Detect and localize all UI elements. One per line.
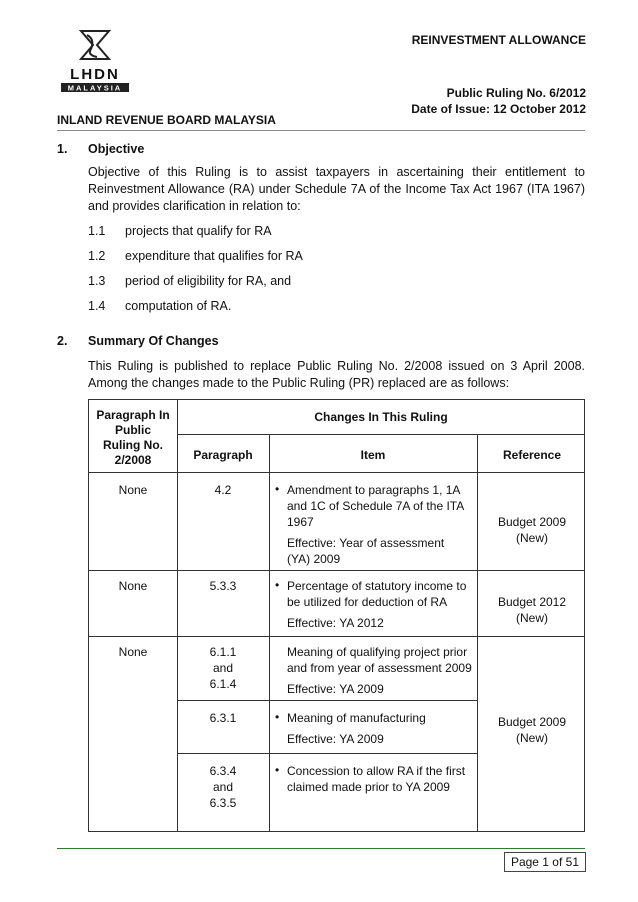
table-header-col0: Paragraph In Public Ruling No. 2/2008 bbox=[96, 408, 170, 467]
table-cell: None bbox=[118, 579, 148, 593]
table-cell: None bbox=[118, 645, 148, 659]
header-divider bbox=[57, 130, 585, 131]
table-cell: 6.3.1 bbox=[209, 711, 237, 725]
section-1-title: Objective bbox=[88, 142, 145, 156]
logo-text: LHDN bbox=[70, 66, 120, 83]
table-header-reference: Reference bbox=[502, 448, 562, 462]
table-cell: 4.2 bbox=[214, 483, 232, 497]
table-row-reference: Budget 2012 (New) bbox=[497, 595, 567, 625]
table-row-paragraph: 6.1.1 and 6.1.4 bbox=[209, 645, 237, 691]
table-row-item: Meaning of qualifying project prior and from year of assessment 2009 Effective: YA 2009 bbox=[287, 645, 472, 696]
doc-title: REINVESTMENT ALLOWANCE bbox=[411, 33, 586, 47]
section-2-title: Summary Of Changes bbox=[88, 334, 219, 348]
item-text: computation of RA. bbox=[125, 299, 232, 313]
table-header-paragraph: Paragraph bbox=[193, 448, 253, 462]
item-number: 1.4 bbox=[88, 299, 106, 313]
changes-table bbox=[88, 399, 585, 832]
logo-subtext: MALAYSIA bbox=[67, 83, 123, 93]
issue-date: Date of Issue: 12 October 2012 bbox=[411, 102, 586, 116]
table-row-item: Meaning of manufacturing Effective: YA 2009 bbox=[287, 711, 426, 746]
table-merged-reference: Budget 2009 (New) bbox=[497, 715, 567, 745]
bullet-icon: • bbox=[275, 578, 280, 592]
item-text: expenditure that qualifies for RA bbox=[125, 249, 303, 263]
table-row-reference: Budget 2009 (New) bbox=[497, 515, 567, 545]
section-1-number: 1. bbox=[57, 142, 68, 156]
item-number: 1.2 bbox=[88, 249, 106, 263]
section-1-body: Objective of this Ruling is to assist taxpayers in ascertaining their entitlement to Reinvestment Allowance (RA) under Schedule 7A of the Income Tax Act 1967 (ITA 1967) and provides clarification in relation to: bbox=[88, 165, 585, 213]
table-cell: 5.3.3 bbox=[209, 579, 237, 593]
table-row-item: Percentage of statutory income to be utilized for deduction of RA Effective: YA 2012 bbox=[287, 579, 467, 630]
ruling-number: Public Ruling No. 6/2012 bbox=[446, 86, 586, 100]
org-name: INLAND REVENUE BOARD MALAYSIA bbox=[57, 113, 276, 127]
bullet-icon: • bbox=[275, 763, 280, 777]
section-2-body: This Ruling is published to replace Public Ruling No. 2/2008 issued on 3 April 2008. Among the changes made to the Public Ruling (PR) replaced are as follows: bbox=[88, 359, 585, 390]
table-header-item: Item bbox=[360, 448, 386, 462]
item-number: 1.1 bbox=[88, 224, 106, 238]
page-number: Page 1 of 51 bbox=[504, 852, 586, 872]
footer-divider bbox=[57, 848, 585, 849]
bullet-icon: • bbox=[275, 710, 280, 724]
bullet-icon: • bbox=[275, 482, 280, 496]
table-row-item: Amendment to paragraphs 1, 1A and 1C of Schedule 7A of the ITA 1967 Effective: Year of assessment (YA) 2009 bbox=[287, 483, 465, 566]
item-text: projects that qualify for RA bbox=[125, 224, 272, 238]
table-row-item: Concession to allow RA if the first claimed made prior to YA 2009 bbox=[287, 764, 466, 794]
table-row-paragraph: 6.3.4 and 6.3.5 bbox=[209, 764, 237, 810]
lhdn-logo bbox=[57, 27, 133, 97]
section-2-number: 2. bbox=[57, 334, 68, 348]
table-cell: None bbox=[118, 483, 148, 497]
item-number: 1.3 bbox=[88, 274, 106, 288]
item-text: period of eligibility for RA, and bbox=[125, 274, 292, 288]
table-group-header: Changes In This Ruling bbox=[314, 410, 448, 424]
